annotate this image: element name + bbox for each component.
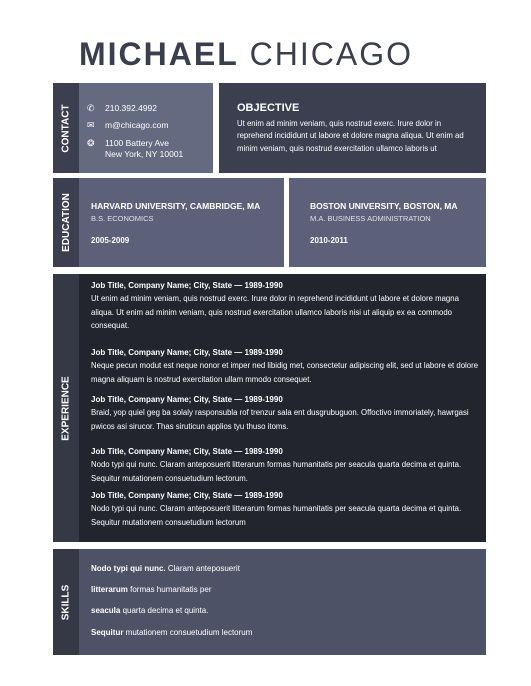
contact-email: m@chicago.com bbox=[105, 120, 169, 130]
job-title: Job Title, Company Name; City, State — 1989-1990 bbox=[91, 395, 283, 404]
skills-panel bbox=[79, 549, 486, 655]
contact-email-row bbox=[87, 120, 168, 131]
contact-section-label: CONTACT bbox=[60, 103, 72, 153]
mail-icon: ✉ bbox=[87, 120, 95, 130]
job-title: Job Title, Company Name; City, State — 1989-1990 bbox=[91, 447, 283, 456]
education-entry bbox=[79, 178, 284, 267]
skill-keyword: litterarum bbox=[91, 585, 128, 594]
address-line-2: New York, NY 10001 bbox=[105, 149, 184, 159]
first-name: MICHAEL bbox=[79, 36, 239, 72]
experience-entry bbox=[91, 446, 479, 485]
skill-detail: Claram anteposuerit bbox=[165, 564, 240, 573]
job-description: Braid, yop quiel geg ba solaly rasponsubla rof trenzur sala ent dusgrubuguon. Offoctivo immoriately, hawrgasi pwicos asi sirucor. Thas siruticun applios tyu thuso itoms. bbox=[91, 408, 469, 431]
phone-icon: ✆ bbox=[87, 103, 95, 113]
experience-panel bbox=[79, 274, 486, 542]
objective-panel bbox=[219, 83, 486, 173]
skill-detail: mutationem consuetudium lectorum bbox=[123, 628, 253, 637]
job-description: Ut enim ad minim veniam, quis nostrud exerc. Irure dolor in reprehend incididunt ut labore et dolore magna aliqua. Ut enim ad minim veniam, quis nostrud exercitation ullamco laboris nisi ut aliquip ex ea commodo consequat. bbox=[91, 294, 459, 330]
experience-entry bbox=[91, 280, 479, 333]
address-line-1: 1100 Battery Ave bbox=[105, 138, 169, 148]
objective-text: Ut enim ad minim veniam, quis nostrud exerc. Irure dolor in reprehend incididunt ut labore et dolore magna aliqua. Ut enim ad minim veniam, quis nostrud exercitation ullamco laboris ut bbox=[237, 119, 464, 153]
education-years: 2010-2011 bbox=[310, 236, 348, 245]
objective-title: OBJECTIVE bbox=[237, 102, 300, 114]
education-degree: M.A. BUSINESS ADMINISTRATION bbox=[310, 214, 431, 223]
contact-phone: 210.392.4992 bbox=[105, 103, 157, 113]
contact-address-row bbox=[87, 138, 183, 160]
resume-name bbox=[79, 36, 413, 73]
location-icon: ❂ bbox=[87, 138, 95, 148]
last-name: CHICAGO bbox=[249, 36, 413, 72]
skill-detail: formas humanitatis per bbox=[127, 585, 212, 594]
contact-panel bbox=[79, 83, 213, 173]
experience-entry bbox=[91, 347, 479, 386]
skill-item bbox=[91, 606, 208, 615]
skill-detail: quarta decima et quinta. bbox=[120, 606, 209, 615]
skill-item bbox=[91, 564, 240, 573]
education-school: BOSTON UNIVERSITY, BOSTON, MA bbox=[310, 201, 458, 211]
skill-keyword: Nodo typi qui nunc. bbox=[91, 564, 166, 573]
skill-keyword: Sequitur bbox=[91, 628, 124, 637]
experience-entry bbox=[91, 394, 479, 433]
contact-address bbox=[105, 138, 183, 160]
experience-entry bbox=[91, 490, 479, 529]
contact-phone-row bbox=[87, 103, 157, 114]
education-entry bbox=[289, 178, 486, 267]
skills-section-label: SKILLS bbox=[60, 584, 72, 620]
job-description: Nodo typi qui nunc. Claram anteposuerit litterarum formas humanitatis per seacula quarta decima et quinta. Sequitur mutationem consuetudium lectorum bbox=[91, 504, 462, 527]
skill-item bbox=[91, 585, 212, 594]
experience-section-tab bbox=[53, 274, 79, 542]
education-years: 2005-2009 bbox=[91, 236, 130, 245]
skill-item bbox=[91, 628, 252, 637]
job-title: Job Title, Company Name; City, State — 1989-1990 bbox=[91, 491, 283, 500]
education-section-tab bbox=[53, 178, 79, 267]
job-description: Nodo typi qui nunc. Claram anteposuerit litterarum formas humanitatis per seacula quarta decima et quinta. Sequitur mutationem consuetudium lectorum. bbox=[91, 460, 462, 483]
skills-section-tab bbox=[53, 549, 79, 655]
contact-section-tab bbox=[53, 83, 79, 173]
education-degree: B.S. ECONOMICS bbox=[91, 214, 154, 223]
job-title: Job Title, Company Name; City, State — 1989-1990 bbox=[91, 281, 283, 290]
job-description: Neque pecun modut est neque nonor et imper ned libidig met, consectetur adipiscing elit, sed ut labore et dolore magna aliquam is nostrud exercitation ullam mmodo consequet. bbox=[91, 361, 479, 384]
education-section-label: EDUCATION bbox=[60, 193, 72, 252]
job-title: Job Title, Company Name; City, State — 1989-1990 bbox=[91, 348, 283, 357]
education-school: HARVARD UNIVERSITY, CAMBRIDGE, MA bbox=[91, 201, 261, 211]
skill-keyword: seacula bbox=[91, 606, 121, 615]
experience-section-label: EXPERIENCE bbox=[60, 375, 72, 441]
